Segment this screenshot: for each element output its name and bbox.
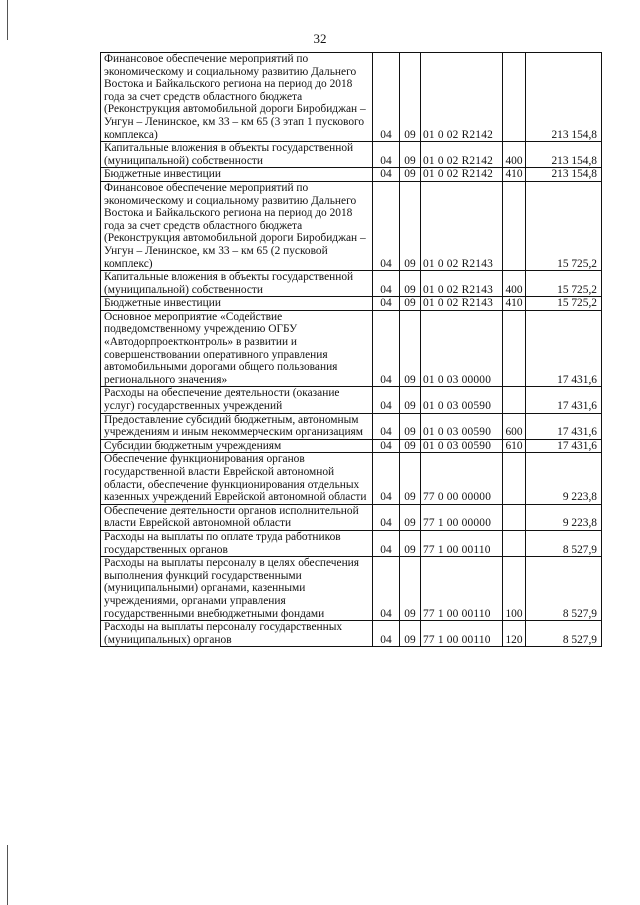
section-code: 04 [373, 453, 400, 504]
amount-value: 15 725,2 [526, 297, 602, 311]
expenditure-name: Расходы на выплаты по оплате труда работников государственных органов [101, 530, 373, 556]
target-article-code: 01 0 02 R2143 [421, 181, 503, 270]
section-code: 04 [373, 53, 400, 142]
expenditure-name: Обеспечение функционирования органов государственной власти Еврейской автономной области, обеспечение функционирования отдельных казенных учреждений Еврейской автономной области [101, 453, 373, 504]
expense-type-code [503, 530, 526, 556]
subsection-code: 09 [400, 504, 421, 530]
expenditure-name: Расходы на обеспечение деятельности (оказание услуг) государственных учреждений [101, 387, 373, 413]
section-code: 04 [373, 557, 400, 621]
amount-value: 17 431,6 [526, 439, 602, 453]
table-row [101, 53, 602, 142]
expenditure-name: Расходы на выплаты персоналу государственных (муниципальных) органов [101, 621, 373, 647]
table-row [101, 504, 602, 530]
amount-value: 15 725,2 [526, 181, 602, 270]
section-code: 04 [373, 310, 400, 387]
section-code: 04 [373, 297, 400, 311]
subsection-code: 09 [400, 297, 421, 311]
expenditure-name: Капитальные вложения в объекты государственной (муниципальной) собственности [101, 142, 373, 168]
section-code: 04 [373, 413, 400, 439]
expense-type-code [503, 387, 526, 413]
section-code: 04 [373, 621, 400, 647]
subsection-code: 09 [400, 142, 421, 168]
table-row [101, 621, 602, 647]
expense-type-code: 100 [503, 557, 526, 621]
amount-value: 8 527,9 [526, 557, 602, 621]
expenditure-name: Субсидии бюджетным учреждениям [101, 439, 373, 453]
expenditure-name: Предоставление субсидий бюджетным, автономным учреждениям и иным некоммерческим организациям [101, 413, 373, 439]
target-article-code: 01 0 03 00590 [421, 387, 503, 413]
target-article-code: 77 1 00 00110 [421, 557, 503, 621]
expense-type-code: 120 [503, 621, 526, 647]
table-row [101, 271, 602, 297]
expense-type-code [503, 504, 526, 530]
target-article-code: 77 0 00 00000 [421, 453, 503, 504]
table-row [101, 168, 602, 182]
section-code: 04 [373, 504, 400, 530]
subsection-code: 09 [400, 530, 421, 556]
subsection-code: 09 [400, 387, 421, 413]
table-row [101, 453, 602, 504]
expenditure-name: Обеспечение деятельности органов исполнительной власти Еврейской автономной области [101, 504, 373, 530]
expenditure-name: Основное мероприятие «Содействие подведомственному учреждению ОГБУ «Автодорпроектконтроль» в развитии и совершенствовании оперативного управления автомобильными дорогами общего пользования регионального значения» [101, 310, 373, 387]
table-row [101, 297, 602, 311]
amount-value: 8 527,9 [526, 621, 602, 647]
amount-value: 17 431,6 [526, 310, 602, 387]
section-code: 04 [373, 168, 400, 182]
table-body [101, 53, 602, 647]
amount-value: 17 431,6 [526, 413, 602, 439]
expenditure-name: Капитальные вложения в объекты государственной (муниципальной) собственности [101, 271, 373, 297]
amount-value: 8 527,9 [526, 530, 602, 556]
budget-allocation-table [100, 52, 602, 647]
target-article-code: 77 1 00 00110 [421, 621, 503, 647]
amount-value: 213 154,8 [526, 142, 602, 168]
amount-value: 213 154,8 [526, 168, 602, 182]
subsection-code: 09 [400, 181, 421, 270]
table-row [101, 557, 602, 621]
section-code: 04 [373, 387, 400, 413]
table-row [101, 142, 602, 168]
expense-type-code: 410 [503, 297, 526, 311]
subsection-code: 09 [400, 413, 421, 439]
subsection-code: 09 [400, 557, 421, 621]
section-code: 04 [373, 142, 400, 168]
section-code: 04 [373, 271, 400, 297]
target-article-code: 01 0 03 00000 [421, 310, 503, 387]
expenditure-name: Финансовое обеспечение мероприятий по экономическому и социальному развитию Дальнего Востока и Байкальского региона на период до 2018 года за счет средств областного бюджета (Реконструкция автомобильной дороги Биробиджан – Унгун – Ленинское, км 33 – км 65 (3 этап 1 пускового комплекса) [101, 53, 373, 142]
expense-type-code: 410 [503, 168, 526, 182]
section-code: 04 [373, 439, 400, 453]
subsection-code: 09 [400, 621, 421, 647]
target-article-code: 01 0 02 R2143 [421, 297, 503, 311]
left-scan-edge [7, 0, 8, 40]
table-row [101, 181, 602, 270]
left-scan-edge-lower [7, 845, 8, 905]
subsection-code: 09 [400, 439, 421, 453]
amount-value: 15 725,2 [526, 271, 602, 297]
table-row [101, 387, 602, 413]
target-article-code: 01 0 02 R2142 [421, 142, 503, 168]
target-article-code: 01 0 02 R2142 [421, 53, 503, 142]
expenditure-name: Бюджетные инвестиции [101, 297, 373, 311]
expense-type-code: 400 [503, 271, 526, 297]
expense-type-code [503, 181, 526, 270]
subsection-code: 09 [400, 53, 421, 142]
table-row [101, 310, 602, 387]
section-code: 04 [373, 530, 400, 556]
target-article-code: 77 1 00 00000 [421, 504, 503, 530]
amount-value: 213 154,8 [526, 53, 602, 142]
target-article-code: 01 0 02 R2142 [421, 168, 503, 182]
subsection-code: 09 [400, 271, 421, 297]
table-row [101, 439, 602, 453]
expense-type-code: 600 [503, 413, 526, 439]
expenditure-name: Финансовое обеспечение мероприятий по экономическому и социальному развитию Дальнего Востока и Байкальского региона на период до 2018 года за счет средств областного бюджета (Реконструкция автомобильной дороги Биробиджан – Унгун – Ленинское, км 33 – км 65 (2 пусковой комплекс) [101, 181, 373, 270]
amount-value: 17 431,6 [526, 387, 602, 413]
target-article-code: 01 0 03 00590 [421, 413, 503, 439]
expenditure-name: Расходы на выплаты персоналу в целях обеспечения выполнения функций государственными (муниципальными) органами, казенными учреждениями, органами управления государственными внебюджетными фондами [101, 557, 373, 621]
expense-type-code [503, 453, 526, 504]
expense-type-code: 610 [503, 439, 526, 453]
section-code: 04 [373, 181, 400, 270]
subsection-code: 09 [400, 168, 421, 182]
subsection-code: 09 [400, 453, 421, 504]
expenditure-name: Бюджетные инвестиции [101, 168, 373, 182]
target-article-code: 01 0 02 R2143 [421, 271, 503, 297]
table-row [101, 530, 602, 556]
expense-type-code [503, 53, 526, 142]
expense-type-code [503, 310, 526, 387]
amount-value: 9 223,8 [526, 504, 602, 530]
subsection-code: 09 [400, 310, 421, 387]
target-article-code: 77 1 00 00110 [421, 530, 503, 556]
page-number: 32 [313, 31, 327, 46]
expense-type-code: 400 [503, 142, 526, 168]
amount-value: 9 223,8 [526, 453, 602, 504]
target-article-code: 01 0 03 00590 [421, 439, 503, 453]
table-row [101, 413, 602, 439]
